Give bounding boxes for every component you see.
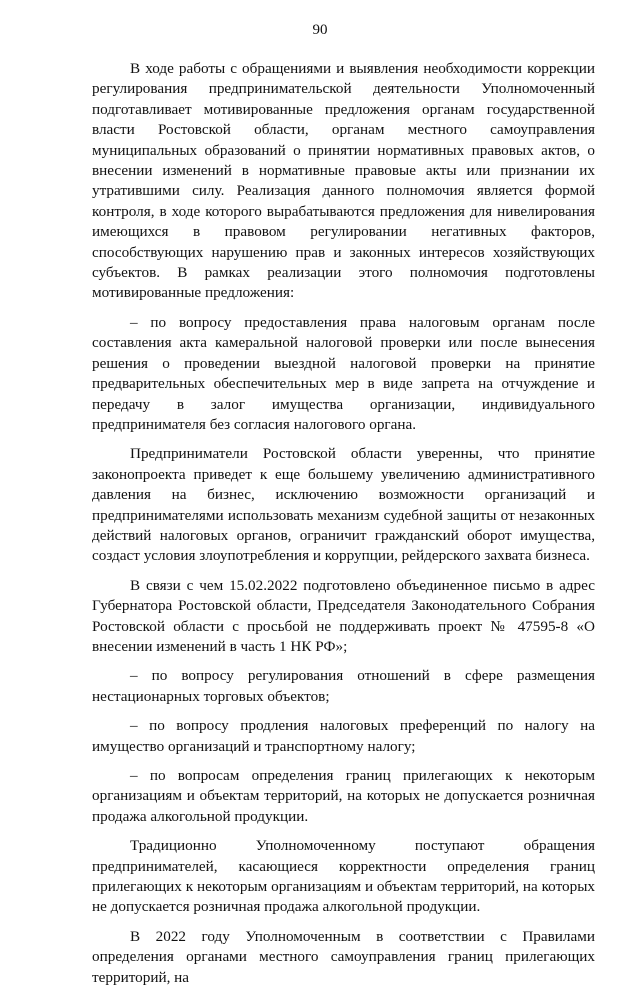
list-item: – по вопросу продления налоговых преференций по налогу на имущество организаций и транспортному налогу; [92,717,595,755]
page-number: 90 [312,22,328,38]
list-item: – по вопросу регулирования отношений в сфере размещения нестационарных торговых объектов; [92,667,595,705]
paragraph: В ходе работы с обращениями и выявления необходимости коррекции регулирования предпринимательской деятельности Уполномоченный подготавливает мотивированные предложения органам государственной власти Ростовской области, органам местного самоуправления муниципальных образований о принятии нормативных правовых актов, о внесении изменений в нормативные правовые акты или признании их утратившими силу. Реализация данного полномочия является формой контроля, в ходе которого вырабатываются предложения для нивелирования имеющихся в правовом регулировании негативных факторов, способствующих нарушению прав и законных интересов хозяйствующих субъектов. В рамках реализации этого полномочия подготовлены мотивированные предложения: [92,60,595,302]
body-text [92,59,595,997]
paragraph: Предприниматели Ростовской области уверенны, что принятие законопроекта приведет к еще большему увеличению административного давления на бизнес, исключению возможности организаций и предпринимателями использовать механизм судебной защиты от незаконных действий налоговых органов, ограничит гражданский оборот имущества, создаст условия злоупотребления и коррупции, рейдерского захвата бизнеса. [92,445,595,565]
list-item: – по вопросам определения границ прилегающих к некоторым организациям и объектам территорий, на которых не допускается розничная продажа алкогольной продукции. [92,767,595,825]
paragraph: В связи с чем 15.02.2022 подготовлено объединенное письмо в адрес Губернатора Ростовской области, Председателя Законодательного Собрания Ростовской области с просьбой не поддерживать проект № 47595-8 «О внесении изменений в часть 1 НК РФ»; [92,576,595,655]
list-item: – по вопросу предоставления права налоговым органам после составления акта камеральной налоговой проверки или после вынесения решения о проведении выездной налоговой проверки на принятие предварительных обеспечительных мер в виде запрета на отчуждение и передачу в залог имущества организации, индивидуального предпринимателя без согласия налогового органа. [92,313,595,433]
paragraph: Традиционно Уполномоченному поступают обращения предпринимателей, касающиеся корректности определения границ прилегающих к некоторым организациям и объектам территорий, на которых не допускается розничная продажа алкогольной продукции. [92,837,595,916]
paragraph: В 2022 году Уполномоченным в соответствии с Правилами определения органами местного самоуправления границ прилегающих территорий, на [92,927,595,986]
